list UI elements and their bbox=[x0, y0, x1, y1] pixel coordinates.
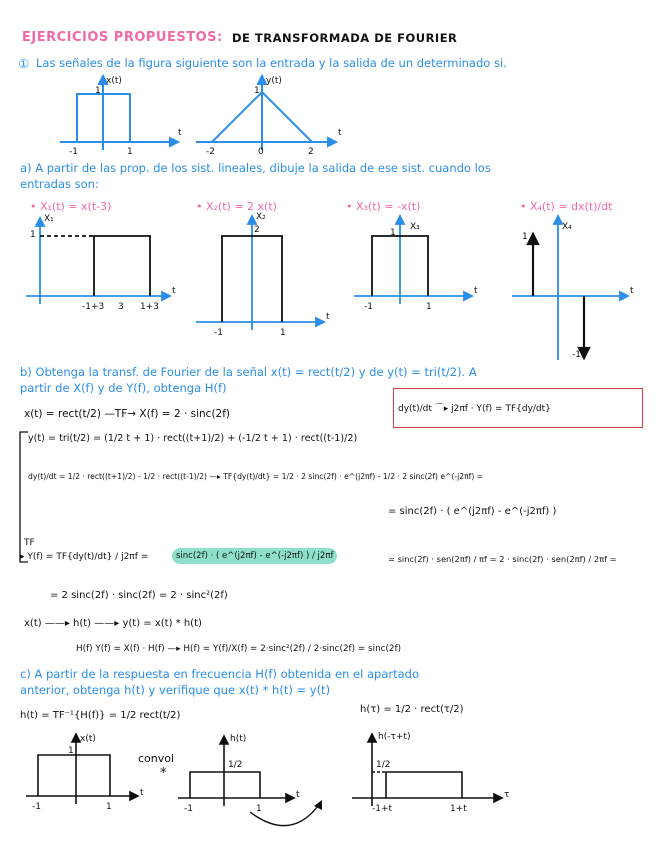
plot3-t: τ bbox=[504, 790, 510, 800]
eq-sinc-squared: = 2 sinc(2f) · sinc(2f) = 2 · sinc²(2f) bbox=[50, 590, 228, 601]
eq-x-transform: x(t) = rect(t/2) —TF→ X(f) = 2 · sinc(2f) bbox=[24, 408, 231, 420]
g1-t: t bbox=[172, 286, 176, 296]
plot2-t: t bbox=[296, 790, 300, 800]
plot2-tick-1: 1 bbox=[256, 804, 262, 814]
fig2-y-label: y(t) bbox=[266, 76, 282, 86]
input-x1-label: • X₁(t) = x(t-3) bbox=[30, 200, 112, 213]
plot3-tick-0: -1+t bbox=[372, 804, 393, 814]
g4-t: t bbox=[630, 286, 634, 296]
g3-axis: X₃ bbox=[410, 222, 420, 232]
eq-h-inverse: h(t) = TF⁻¹{H(f)} = 1/2 rect(t/2) bbox=[20, 710, 181, 721]
convol-star: * bbox=[160, 766, 167, 781]
g2-axis: X₂ bbox=[256, 212, 266, 222]
part-c-line2: anterior, obtenga h(t) y verifique que x(t) * h(t) = y(t) bbox=[20, 683, 331, 697]
plot3-label: h(-τ+t) bbox=[378, 732, 411, 742]
plot1-tick-0: -1 bbox=[32, 802, 41, 812]
part-b-line1: b) Obtenga la transf. de Fourier de la señal x(t) = rect(t/2) y de y(t) = tri(t/2). A bbox=[20, 365, 477, 379]
g3-t: t bbox=[474, 286, 478, 296]
input-x3-label: • X₃(t) = -x(t) bbox=[346, 200, 421, 213]
fig1-tick-pos: 1 bbox=[127, 147, 133, 157]
fig2-tick-neg: -2 bbox=[206, 147, 215, 157]
plot1-height: 1 bbox=[68, 746, 74, 756]
fig2-tick-zero: 0 bbox=[258, 147, 264, 157]
part-c-line1: c) A partir de la respuesta en frecuencia H(f) obtenida en el apartado bbox=[20, 667, 419, 681]
plot2-label: h(t) bbox=[230, 734, 247, 744]
fig2-t: t bbox=[338, 128, 342, 138]
fig1-tick-neg: -1 bbox=[69, 147, 78, 157]
fig2-tick-pos: 2 bbox=[308, 147, 314, 157]
plot2-height: 1/2 bbox=[228, 760, 243, 770]
plot1-label: x(t) bbox=[80, 734, 96, 744]
page-title-pink: EJERCICIOS PROPUESTOS: bbox=[22, 30, 223, 45]
g2-tick-1: 1 bbox=[280, 328, 286, 338]
system-diagram: x(t) ——▸ h(t) ——▸ y(t) = x(t) * h(t) bbox=[24, 618, 202, 629]
plot1-t: t bbox=[140, 788, 144, 798]
intro-text: Las señales de la figura siguiente son la entrada y la salida de un determinado si. bbox=[36, 56, 507, 70]
page-title-black: DE TRANSFORMADA DE FOURIER bbox=[232, 31, 458, 45]
eq-sinc-expo: = sinc(2f) · ( e^(j2πf) - e^(-j2πf) ) bbox=[388, 506, 557, 517]
g1-axis: X₁ bbox=[44, 214, 54, 224]
part-a-line2: entradas son: bbox=[20, 177, 99, 191]
g1-tick-2: 1+3 bbox=[140, 302, 159, 312]
fig2-height: 1 bbox=[254, 86, 260, 96]
intro-number: ① bbox=[18, 56, 30, 71]
g3-tick-1: 1 bbox=[426, 302, 432, 312]
fig1-x-label: x(t) bbox=[106, 76, 122, 86]
convol-label: convol bbox=[138, 752, 175, 765]
part-a-line1: a) A partir de las prop. de los sist. lineales, dibuje la salida de ese sist. cuando los bbox=[20, 161, 491, 175]
plot3-tick-1: 1+t bbox=[450, 804, 467, 814]
g2-height: 2 bbox=[254, 225, 260, 235]
eq-Y-left: ▸ Y(f) = TF{dy(t)/dt} / j2πf = bbox=[20, 552, 149, 562]
eq-dy-dt: dy(t)/dt = 1/2 · rect((t+1)/2) - 1/2 · rect((t-1)/2) —▸ TF{dy(t)/dt} = 1/2 · 2 sinc(2f) · e^(j2πf) - 1/2 · 2 sinc(2f) e^(-j2πf) = bbox=[28, 472, 484, 481]
part-b-line2: partir de X(f) y de Y(f), obtenga H(f) bbox=[20, 381, 227, 395]
g4-axis: X₄ bbox=[562, 222, 572, 232]
fig1-height: 1 bbox=[95, 86, 101, 96]
eq-y-tri: y(t) = tri(t/2) = (1/2 t + 1) · rect((t+1)/2) + (-1/2 t + 1) · rect((t-1)/2) bbox=[28, 433, 358, 444]
tf-label: TF bbox=[24, 538, 35, 548]
g4-top: 1 bbox=[522, 232, 528, 242]
input-x4-label: • X₄(t) = dx(t)/dt bbox=[520, 200, 613, 213]
g3-tick-0: -1 bbox=[364, 302, 373, 312]
g1-height: 1 bbox=[30, 230, 36, 240]
eq-Y-mid: sinc(2f) · ( e^(j2πf) - e^(-j2πf) ) / j2πf bbox=[172, 548, 337, 564]
g1-tick-0: -1+3 bbox=[82, 302, 105, 312]
fig1-t: t bbox=[178, 128, 182, 138]
eq-h-tau: h(τ) = 1/2 · rect(τ/2) bbox=[360, 704, 464, 715]
g2-t: t bbox=[326, 312, 330, 322]
plot2-tick-0: -1 bbox=[184, 804, 193, 814]
g2-tick-0: -1 bbox=[214, 328, 223, 338]
g1-tick-1: 3 bbox=[118, 302, 124, 312]
eq-H-result: H(f) Y(f) = X(f) · H(f) —▸ H(f) = Y(f)/X(f) = 2·sinc²(2f) / 2·sinc(2f) = sinc(2f) bbox=[76, 644, 402, 654]
input-x2-label: • X₂(t) = 2 x(t) bbox=[196, 200, 277, 213]
eq-Y-right: = sinc(2f) · sen(2πf) / πf = 2 · sinc(2f) · sen(2πf) / 2πf = bbox=[388, 554, 617, 564]
derivative-property-text: dy(t)/dt ⌒▸ j2πf · Y(f) = TF{dy/dt} bbox=[398, 404, 551, 414]
g3-height: 1 bbox=[390, 228, 396, 238]
plot1-tick-1: 1 bbox=[106, 802, 112, 812]
g4-bottom: -1 bbox=[572, 350, 581, 360]
plot3-height: 1/2 bbox=[376, 760, 391, 770]
